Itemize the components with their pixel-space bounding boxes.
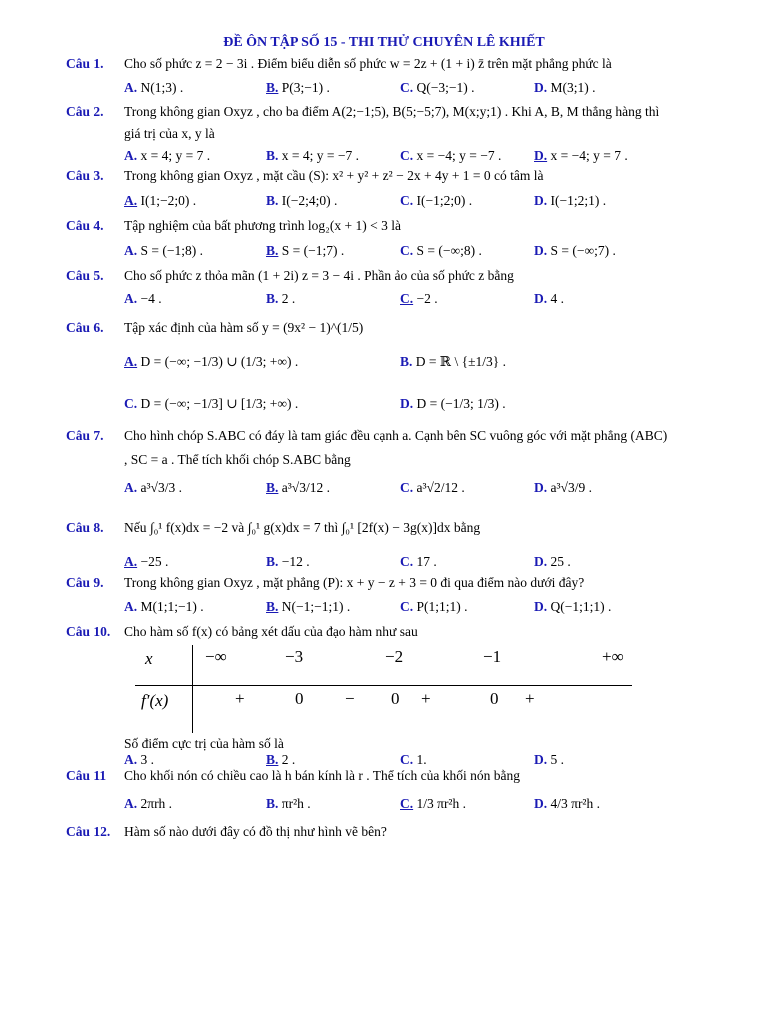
answer-1a[interactable]: A. N(1;3) . xyxy=(124,80,184,95)
question-text: Nếu ∫₀¹ f(x)dx = −2 và ∫₀¹ g(x)dx = 7 thì ∫₀¹ [2f(x) − 3g(x)]dx bằng xyxy=(124,520,481,535)
answer-9b[interactable]: B. N(−1;−1;1) . xyxy=(266,599,351,614)
answer-3d[interactable]: D. I(−1;2;1) . xyxy=(534,193,607,208)
answer-11d[interactable]: D. 4/3 πr²h . xyxy=(534,796,600,811)
question-text: Trong không gian Oxyz , cho ba điểm A(2;−1;5), B(5;−5;7), M(x;y;1) . Khi A, B, M thẳng hàng thì xyxy=(124,104,660,119)
answer-1c[interactable]: C. Q(−3;−1) . xyxy=(400,80,475,95)
answer-10b[interactable]: B. 2 . xyxy=(266,752,296,767)
answer-4c[interactable]: C. S = (−∞;8) . xyxy=(400,243,482,258)
answer-8b[interactable]: B. −12 . xyxy=(266,554,310,569)
answer-9c[interactable]: C. P(1;1;1) . xyxy=(400,599,468,614)
answer-9d[interactable]: D. Q(−1;1;1) . xyxy=(534,599,612,614)
answer-10d[interactable]: D. 5 . xyxy=(534,752,564,767)
sign-value: 0 xyxy=(391,689,400,708)
x-value: −2 xyxy=(385,647,404,666)
question-text: Cho hàm số f(x) có bảng xét dấu của đạo hàm như sau xyxy=(124,624,418,639)
question-label: Câu 12. xyxy=(66,824,111,839)
sign-table xyxy=(135,645,635,735)
answer-6a[interactable]: A. D = (−∞; −1/3) ∪ (1/3; +∞) . xyxy=(124,354,299,369)
question-label: Câu 9. xyxy=(66,575,104,590)
answer-7c[interactable]: C. a³√2/12 . xyxy=(400,480,465,495)
question-2-line2: giá trị của x, y là xyxy=(124,126,215,141)
answer-3a[interactable]: A. I(1;−2;0) . xyxy=(124,193,197,208)
answer-7a[interactable]: A. a³√3/3 . xyxy=(124,480,182,495)
question-label: Câu 3. xyxy=(66,168,104,183)
table-divider-vertical xyxy=(192,645,193,733)
question-label: Câu 10. xyxy=(66,624,111,639)
question-text: Cho số phức z = 2 − 3i . Điểm biểu diễn số phức w = 2z + (1 + i) z̄ trên mặt phẳng phức là xyxy=(124,56,612,71)
question-label: Câu 1. xyxy=(66,56,104,71)
answer-4d[interactable]: D. S = (−∞;7) . xyxy=(534,243,616,258)
answer-4b[interactable]: B. S = (−1;7) . xyxy=(266,243,345,258)
x-value: −∞ xyxy=(205,647,227,666)
answer-6b[interactable]: B. D = ℝ \ {±1/3} . xyxy=(400,354,506,369)
question-label: Câu 7. xyxy=(66,428,104,443)
question-text: Tập xác định của hàm số y = (9x² − 1)^(1/5) xyxy=(124,320,364,335)
row2-label: f′(x) xyxy=(141,691,169,710)
question-text: Trong không gian Oxyz , mặt phẳng (P): x + y − z + 3 = 0 đi qua điểm nào dưới đây? xyxy=(124,575,585,590)
x-value: −3 xyxy=(285,647,304,666)
question-10-line2: Số điểm cực trị của hàm số là xyxy=(124,736,284,751)
answer-3c[interactable]: C. I(−1;2;0) . xyxy=(400,193,473,208)
question-label: Câu 5. xyxy=(66,268,104,283)
answer-2c[interactable]: C. x = −4; y = −7 . xyxy=(400,148,502,163)
answer-2b[interactable]: B. x = 4; y = −7 . xyxy=(266,148,359,163)
question-7-line2: , SC = a . Thể tích khối chóp S.ABC bằng xyxy=(124,452,351,467)
answer-5b[interactable]: B. 2 . xyxy=(266,291,296,306)
answer-1b[interactable]: B. P(3;−1) . xyxy=(266,80,330,95)
answer-1d[interactable]: D. M(3;1) . xyxy=(534,80,596,95)
table-divider-horizontal xyxy=(135,685,632,686)
question-label: Câu 6. xyxy=(66,320,104,335)
sign-value: + xyxy=(525,689,535,708)
answer-3b[interactable]: B. I(−2;4;0) . xyxy=(266,193,338,208)
answer-8c[interactable]: C. 17 . xyxy=(400,554,437,569)
answer-10a[interactable]: A. 3 . xyxy=(124,752,154,767)
answer-7d[interactable]: D. a³√3/9 . xyxy=(534,480,592,495)
sign-value: 0 xyxy=(490,689,499,708)
question-label: Câu 4. xyxy=(66,218,104,233)
answer-2d[interactable]: D. x = −4; y = 7 . xyxy=(534,148,628,163)
question-label: Câu 8. xyxy=(66,520,104,535)
answer-7b[interactable]: B. a³√3/12 . xyxy=(266,480,330,495)
question-text: Cho số phức z thỏa mãn (1 + 2i) z = 3 − 4i . Phần ảo của số phức z bằng xyxy=(124,268,514,283)
question-text: Cho khối nón có chiều cao là h bán kính là r . Thể tích của khối nón bằng xyxy=(124,768,521,783)
question-text: Hàm số nào dưới đây có đồ thị như hình vẽ bên? xyxy=(124,824,387,839)
sign-value: + xyxy=(421,689,431,708)
row1-label: x xyxy=(145,649,153,668)
question-label: Câu 2. xyxy=(66,104,104,119)
answer-8d[interactable]: D. 25 . xyxy=(534,554,571,569)
answer-6c[interactable]: C. D = (−∞; −1/3] ∪ [1/3; +∞) . xyxy=(124,396,299,411)
answer-9a[interactable]: A. M(1;1;−1) . xyxy=(124,599,204,614)
question-text: Cho hình chóp S.ABC có đáy là tam giác đều cạnh a. Cạnh bên SC vuông góc với mặt phẳng (ABC) xyxy=(124,428,668,443)
page-title: ĐỀ ÔN TẬP SỐ 15 - THI THỬ CHUYÊN LÊ KHIẾT xyxy=(223,35,545,50)
answer-5c[interactable]: C. −2 . xyxy=(400,291,438,306)
answer-10c[interactable]: C. 1. xyxy=(400,752,427,767)
answer-5d[interactable]: D. 4 . xyxy=(534,291,564,306)
answer-4a[interactable]: A. S = (−1;8) . xyxy=(124,243,203,258)
question-label: Câu 11 xyxy=(66,768,107,783)
answer-8a[interactable]: A. −25 . xyxy=(124,554,169,569)
answer-6d[interactable]: D. D = (−1/3; 1/3) . xyxy=(400,396,506,411)
question-text: Tập nghiệm của bất phương trình log₂(x + 1) < 3 là xyxy=(124,218,401,233)
sign-value: − xyxy=(345,689,355,708)
x-value: −1 xyxy=(483,647,502,666)
sign-value: 0 xyxy=(295,689,304,708)
answer-11a[interactable]: A. 2πrh . xyxy=(124,796,173,811)
x-value: +∞ xyxy=(602,647,624,666)
answer-11b[interactable]: B. πr²h . xyxy=(266,796,311,811)
answer-2a[interactable]: A. x = 4; y = 7 . xyxy=(124,148,211,163)
answer-5a[interactable]: A. −4 . xyxy=(124,291,162,306)
question-text: Trong không gian Oxyz , mặt cầu (S): x² + y² + z² − 2x + 4y + 1 = 0 có tâm là xyxy=(124,168,544,183)
answer-11c[interactable]: C. 1/3 πr²h . xyxy=(400,796,466,811)
sign-value: + xyxy=(235,689,245,708)
